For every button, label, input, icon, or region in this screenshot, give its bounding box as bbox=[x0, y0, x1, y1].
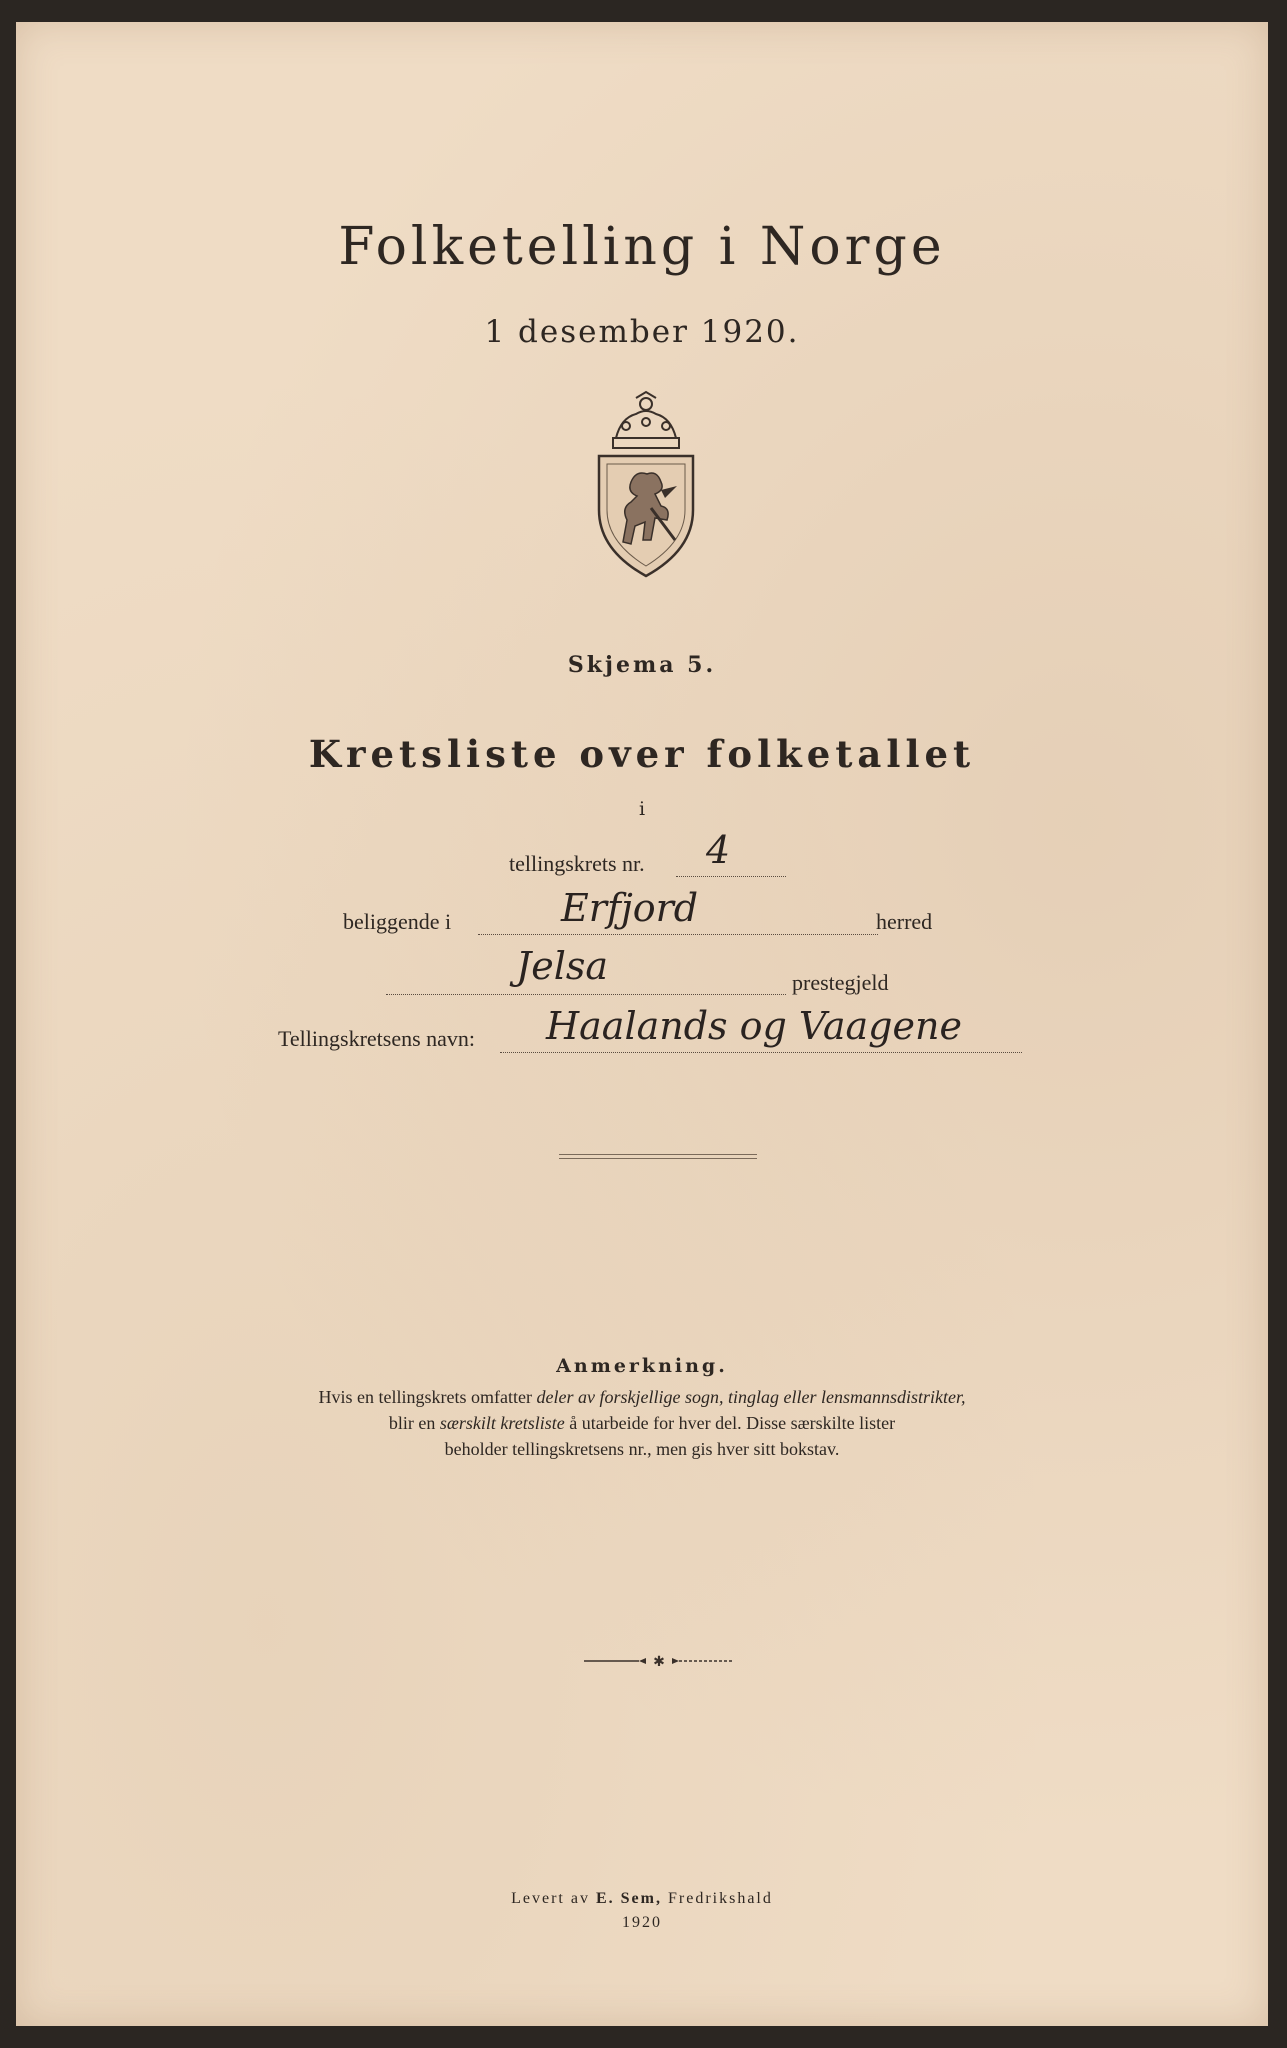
prestegjeld-label: prestegjeld bbox=[792, 970, 889, 995]
note-body bbox=[216, 1384, 1068, 1462]
prestegjeld-line bbox=[386, 994, 786, 995]
krets-number-line bbox=[676, 876, 786, 877]
printer-prefix: Levert av bbox=[511, 1890, 596, 1907]
ornament-divider-icon bbox=[584, 1654, 734, 1668]
form-subtitle: Kretsliste over folketallet bbox=[308, 732, 976, 776]
preposition-i: i bbox=[638, 798, 646, 820]
note-line-1-emphasis: deler av forskjellige sogn, tinglag eller lensmannsdistrikter, bbox=[536, 1387, 966, 1407]
note-line-2 bbox=[216, 1410, 1068, 1436]
beliggende-label: beliggende i bbox=[343, 909, 452, 934]
note-line-3: beholder tellingskretsens nr., men gis hver sitt bokstav. bbox=[444, 1439, 840, 1459]
herred-label: herred bbox=[876, 909, 933, 934]
krets-name-label: Tellingskretsens navn: bbox=[278, 1026, 476, 1051]
krets-number-value: 4 bbox=[706, 828, 731, 872]
printer-place: Fredrikshald bbox=[661, 1890, 773, 1907]
printer-year: 1920 bbox=[622, 1914, 662, 1931]
page-title: Folketelling i Norge bbox=[338, 217, 946, 277]
note-line-2-emphasis: særskilt kretsliste bbox=[439, 1413, 565, 1433]
norwegian-coat-of-arms-icon bbox=[591, 390, 701, 580]
svg-text:✱: ✱ bbox=[653, 1654, 665, 1668]
note-line-1 bbox=[216, 1384, 1068, 1410]
census-date: 1 desember 1920. bbox=[484, 314, 800, 350]
prestegjeld-value: Jelsa bbox=[516, 944, 609, 988]
printer-name: E. Sem, bbox=[595, 1890, 662, 1907]
herred-line bbox=[478, 934, 878, 935]
note-line-2-text-b: å utarbeide for hver del. Disse særskilte lister bbox=[564, 1413, 896, 1433]
census-form-page bbox=[16, 22, 1268, 2026]
printer-line bbox=[16, 1890, 1268, 1908]
krets-name-value: Haalands og Vaagene bbox=[546, 1004, 962, 1048]
note-line-2-text-a: blir en bbox=[388, 1413, 440, 1433]
section-divider bbox=[559, 1154, 757, 1159]
krets-number-label: tellingskrets nr. bbox=[509, 851, 645, 876]
note-heading: Anmerkning. bbox=[556, 1355, 728, 1377]
note-line-1-text: Hvis en tellingskrets omfatter bbox=[318, 1387, 537, 1407]
krets-name-line bbox=[500, 1052, 1022, 1053]
herred-value: Erfjord bbox=[561, 886, 699, 930]
form-number: Skjema 5. bbox=[567, 652, 717, 678]
